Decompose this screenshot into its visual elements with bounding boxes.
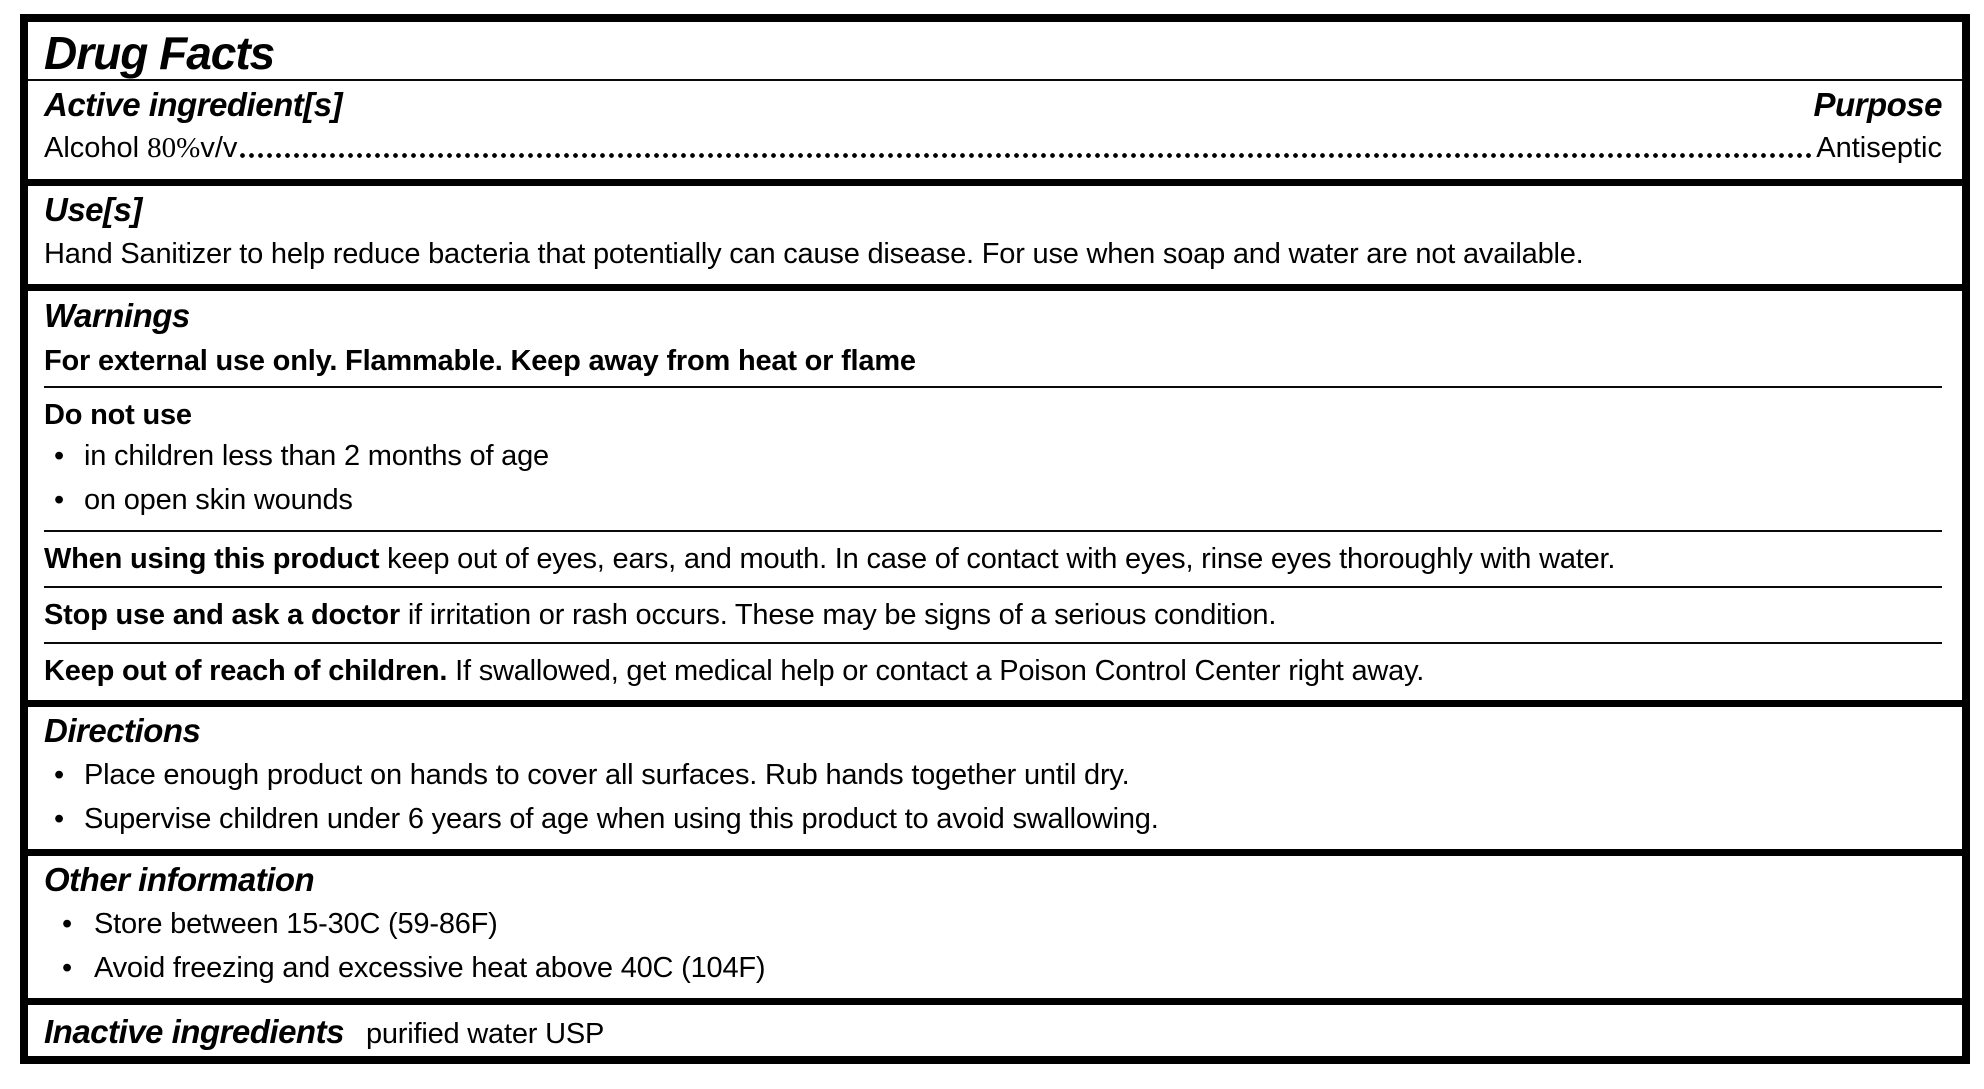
bullet-icon: • (62, 908, 72, 940)
do-not-use-item: in children less than 2 months of age (84, 440, 549, 472)
ingredient-suffix: v/v (200, 132, 238, 164)
warnings-heading: Warnings (44, 297, 190, 334)
page-title: Drug Facts (44, 27, 275, 79)
purpose-heading: Purpose (1813, 86, 1942, 123)
dot-leader (238, 148, 1815, 160)
other-information-section (28, 849, 1962, 998)
directions-heading: Directions (44, 712, 201, 749)
bullet-icon: • (62, 952, 72, 984)
other-information-item: Store between 15-30C (59-86F) (94, 908, 498, 940)
when-using-lead: When using this product (44, 543, 380, 575)
stop-use-lead: Stop use and ask a doctor (44, 599, 400, 631)
keep-out-warning (44, 642, 1942, 692)
keep-out-lead: Keep out of reach of children. (44, 655, 448, 687)
other-information-heading: Other information (44, 861, 315, 898)
bullet-icon: • (54, 759, 64, 791)
stop-use-text: if irritation or rash occurs. These may be signs of a serious condition. (399, 599, 1277, 631)
active-ingredient-heading: Active ingredient[s] (44, 86, 343, 123)
ingredient-row (44, 127, 1942, 171)
other-information-item: Avoid freezing and excessive heat above 40C (104F) (94, 952, 766, 984)
list-item (44, 797, 1942, 841)
inactive-ingredients-heading: Inactive ingredients (44, 1013, 344, 1050)
uses-section (28, 179, 1962, 284)
inactive-ingredients-section (28, 998, 1962, 1064)
ingredient-name (44, 129, 237, 167)
list-item (44, 434, 1942, 478)
ingredient-percent: 80% (147, 132, 201, 164)
inactive-ingredients-text: purified water USP (365, 1018, 605, 1050)
active-ingredient-section (28, 79, 1962, 179)
warnings-section (28, 284, 1962, 700)
list-item (44, 753, 1942, 797)
drug-facts-label (20, 14, 1970, 1064)
inactive-ingredients-row (44, 1007, 1942, 1060)
keep-out-text: If swallowed, get medical help or contact a Poison Control Center right away. (447, 655, 1425, 687)
do-not-use-item: on open skin wounds (84, 484, 353, 516)
uses-heading: Use[s] (44, 191, 142, 228)
directions-item: Supervise children under 6 years of age when using this product to avoid swallowing. (84, 803, 1159, 835)
do-not-use-heading: Do not use (44, 399, 192, 431)
bullet-icon: • (54, 803, 64, 835)
purpose-value: Antiseptic (1816, 132, 1942, 164)
when-using-warning (44, 530, 1942, 586)
directions-item: Place enough product on hands to cover all surfaces. Rub hands together until dry. (84, 759, 1130, 791)
directions-section (28, 700, 1962, 849)
bullet-icon: • (54, 440, 64, 472)
list-item (44, 946, 1942, 990)
when-using-text: keep out of eyes, ears, and mouth. In case of contact with eyes, rinse eyes thoroughly with water. (379, 543, 1616, 575)
list-item (44, 478, 1942, 522)
do-not-use-block (44, 386, 1942, 530)
active-ingredient-heading-row (44, 83, 1942, 127)
uses-text: Hand Sanitizer to help reduce bacteria that potentially can cause disease. For use when soap and water are not available. (44, 238, 1584, 270)
title-section (28, 22, 1962, 79)
stop-use-warning (44, 586, 1942, 642)
ingredient-name-text: Alcohol (44, 132, 148, 164)
list-item (44, 902, 1942, 946)
bullet-icon: • (54, 484, 64, 516)
external-use-warning: For external use only. Flammable. Keep away from heat or flame (44, 345, 916, 377)
